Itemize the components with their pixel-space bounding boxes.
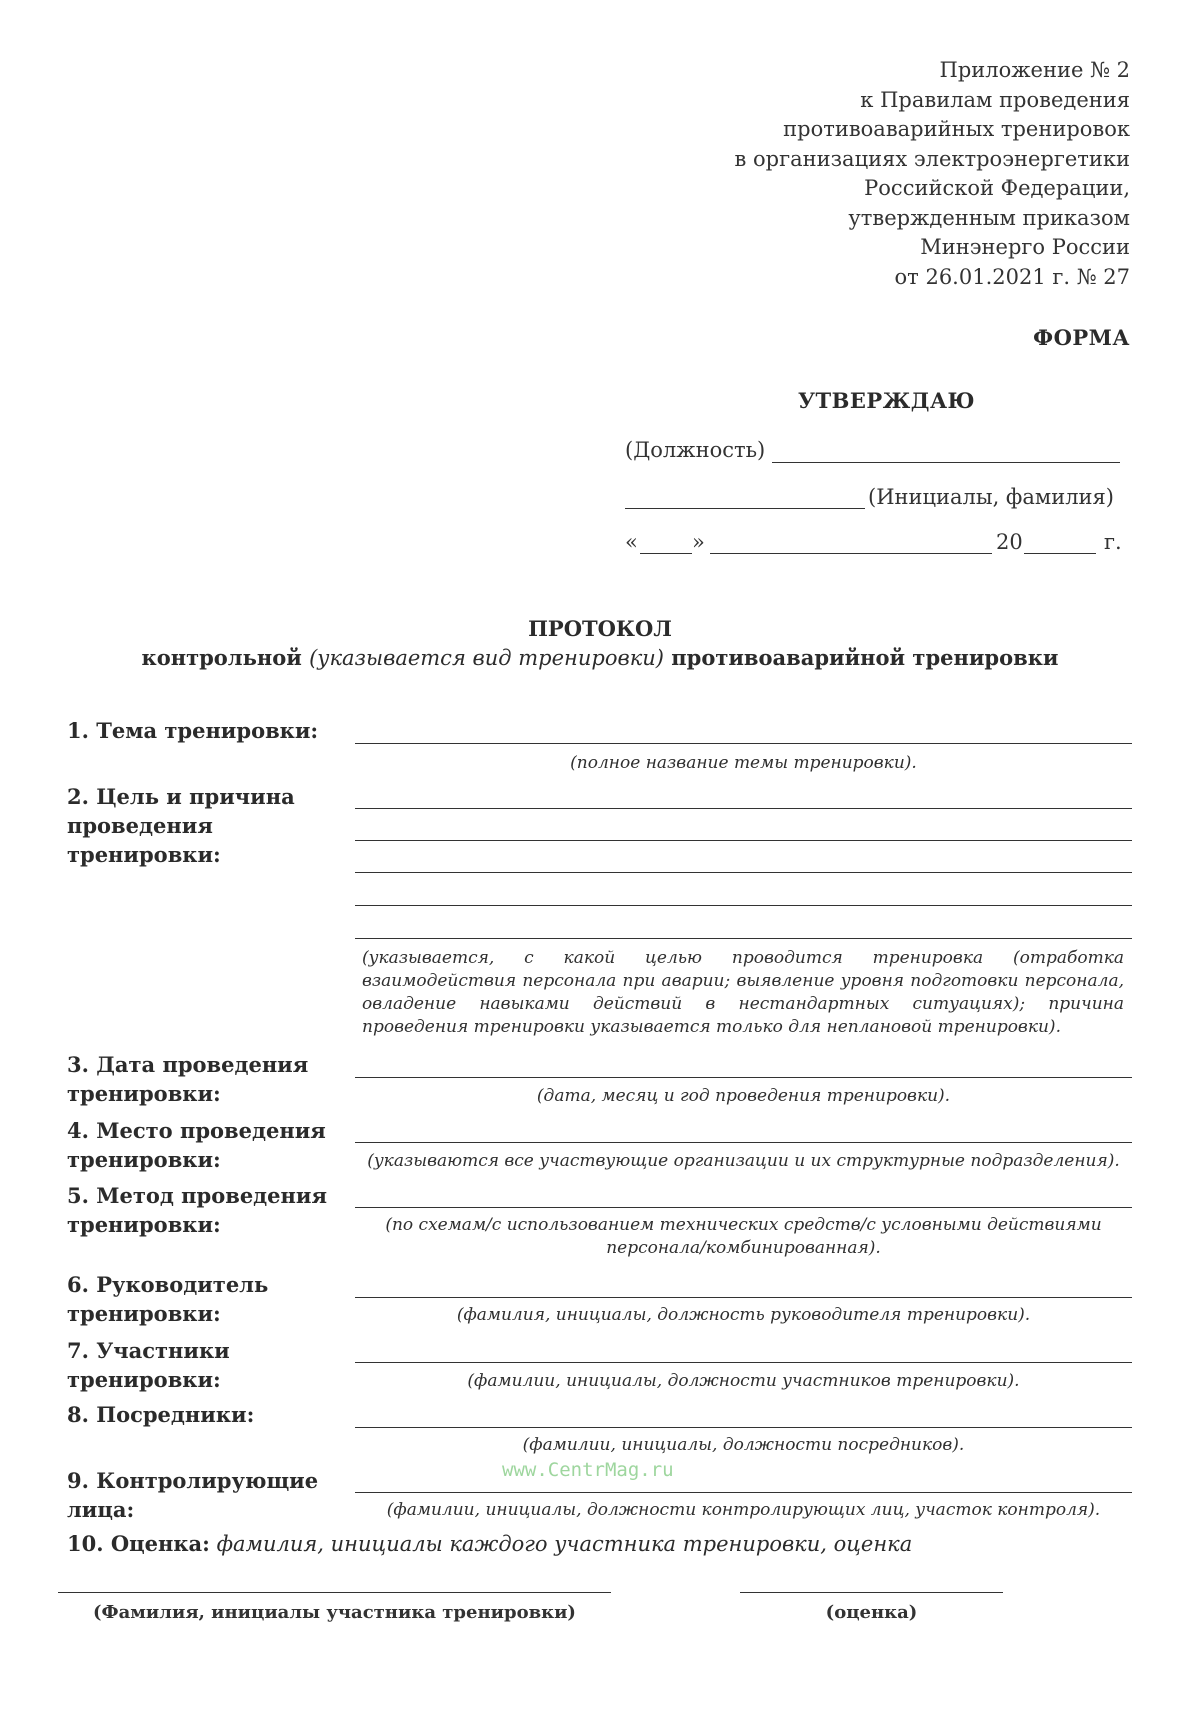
field-line-topic[interactable] xyxy=(355,743,1132,744)
annex-line: к Правилам проведения xyxy=(860,87,1130,112)
field-label-controllers: 9. Контролирующие лица: xyxy=(67,1468,319,1522)
field-label-goal: 2. Цель и причина проведения тренировки: xyxy=(67,784,295,867)
field-line-leader[interactable] xyxy=(355,1297,1132,1298)
protocol-title: ПРОТОКОЛ xyxy=(528,616,672,641)
subtitle-before: контрольной xyxy=(141,645,310,670)
annex-line: утвержденным приказом xyxy=(848,205,1130,230)
grade-caption: (оценка) xyxy=(825,1602,918,1623)
approval-position-label: (Должность) xyxy=(625,438,766,462)
annex-header xyxy=(640,56,1130,292)
subtitle-italic: (указывается вид тренировки) xyxy=(309,646,664,670)
field-label-topic: 1. Тема тренировки: xyxy=(67,718,319,743)
approval-position-line[interactable] xyxy=(772,462,1120,463)
field-line-place[interactable] xyxy=(355,1142,1132,1143)
approval-year-prefix: 20 xyxy=(996,530,1023,554)
field-label-date: 3. Дата проведения тренировки: xyxy=(67,1052,309,1106)
annex-line: противоаварийных тренировок xyxy=(783,117,1130,141)
approval-day-line[interactable] xyxy=(640,553,692,554)
participant-signature-line[interactable] xyxy=(58,1592,611,1593)
approval-year-line[interactable] xyxy=(1024,553,1096,554)
field-hint-leader: (фамилия, инициалы, должность руководителя тренировки). xyxy=(456,1305,1031,1325)
field-hint-method: (по схемам/с использованием технических средств/с условными действиями персонала/комбинированная). xyxy=(385,1215,1102,1258)
approval-year-suffix: г. xyxy=(1104,530,1122,554)
field-label-mediators: 8. Посредники: xyxy=(67,1402,255,1427)
field-line-goal-1[interactable] xyxy=(355,808,1132,809)
field-line-controllers[interactable] xyxy=(355,1492,1132,1493)
annex-line: Приложение № 2 xyxy=(939,58,1130,82)
annex-line: от 26.01.2021 г. № 27 xyxy=(894,264,1130,289)
approval-title: УТВЕРЖДАЮ xyxy=(798,388,976,413)
subtitle-after: противоаварийной тренировки xyxy=(663,645,1059,670)
field-hint-date: (дата, месяц и год проведения тренировки). xyxy=(536,1086,951,1106)
field-line-date[interactable] xyxy=(355,1077,1132,1078)
approval-name-label: (Инициалы, фамилия) xyxy=(868,485,1114,509)
annex-line: в организациях электроэнергетики xyxy=(734,146,1130,171)
field-hint-topic: (полное название темы тренировки). xyxy=(570,753,917,773)
field-label-participants: 7. Участники тренировки: xyxy=(67,1338,230,1392)
field-line-goal-3[interactable] xyxy=(355,872,1132,873)
evaluation-label: 10. Оценка: xyxy=(67,1531,210,1556)
grade-line[interactable] xyxy=(740,1592,1003,1593)
approval-quote-open: « xyxy=(625,530,638,554)
evaluation-text: фамилия, инициалы каждого участника тренировки, оценка xyxy=(216,1532,913,1556)
approval-month-line[interactable] xyxy=(710,553,992,554)
field-line-participants[interactable] xyxy=(355,1362,1132,1363)
field-hint-controllers: (фамилии, инициалы, должности контролирующих лиц, участок контроля). xyxy=(386,1500,1101,1520)
field-label-leader: 6. Руководитель тренировки: xyxy=(67,1272,269,1326)
field-label-place: 4. Место проведения тренировки: xyxy=(67,1118,326,1172)
field-line-goal-2[interactable] xyxy=(355,840,1132,841)
field-line-goal-4[interactable] xyxy=(355,905,1132,906)
field-hint-goal: (указывается, с какой целью проводится тренировка (отработка взаимодействия персонала при аварии; выявление уровня подготовки персонала, овладение навыками действий в нестандартных ситуациях); причина проведения тренировки указывается только для неплановой тренировки). xyxy=(362,948,1124,1037)
annex-line: Минэнерго России xyxy=(920,235,1130,259)
field-line-goal-5[interactable] xyxy=(355,938,1132,939)
field-hint-mediators: (фамилии, инициалы, должности посредников). xyxy=(522,1435,965,1455)
field-line-mediators[interactable] xyxy=(355,1427,1132,1428)
field-label-method: 5. Метод проведения тренировки: xyxy=(67,1183,327,1237)
field-hint-participants: (фамилии, инициалы, должности участников тренировки). xyxy=(467,1371,1020,1391)
approval-quote-close: » xyxy=(692,530,705,554)
site-watermark: www.CentrMag.ru xyxy=(502,1459,674,1481)
form-marker: ФОРМА xyxy=(1033,325,1130,350)
participant-caption: (Фамилия, инициалы участника тренировки) xyxy=(93,1602,576,1623)
approval-name-line[interactable] xyxy=(625,508,865,509)
evaluation-row xyxy=(67,1531,912,1556)
protocol-subtitle xyxy=(0,645,1200,670)
annex-line: Российской Федерации, xyxy=(864,176,1130,200)
field-line-method[interactable] xyxy=(355,1207,1132,1208)
field-hint-place: (указываются все участвующие организации и их структурные подразделения). xyxy=(367,1151,1120,1171)
